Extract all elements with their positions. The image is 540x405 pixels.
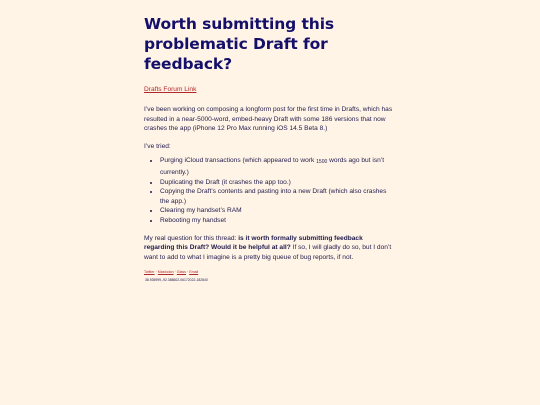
list-item: • Purging iCloud transactions (which appeared to work $_{1500}$ words ago but isn’t currently.) [160,156,394,177]
mastodon-link[interactable]: Mastodon [157,270,174,275]
post-title: Worth submitting this problematic Draft for feedback? [144,15,335,73]
glass-link[interactable]: Glass [176,270,186,275]
email-link[interactable]: Email [189,270,199,275]
list-item: • Copying the Draft’s contents and pasting into a new Draft (which also crashes the app.) [160,187,394,206]
list-item: • Rebooting my handset [160,216,394,226]
forum-link[interactable]: Drafts Forum Link [144,86,197,93]
tried-list [144,156,394,225]
intro-paragraph: I’ve been working on composing a longform post for the first time in Drafts, which has resulted in a near-5000-word, embed-heavy Draft with some 186 versions that now crashes the app (iPhone 12 Pro Max running iOS 14.5 Beta 8.) [144,106,393,133]
location-timestamp: 38.935999,-92.388602-06172022-182840 [145,278,208,283]
footer-links: Twitter · Mastodon · Glass · Email [144,270,199,275]
list-item: • Clearing my handset’s RAM [160,206,394,216]
twitter-link[interactable]: Twitter [144,270,155,275]
question-bold: is it worth formally submitting feedback regarding this Draft? Would it be helpful at all? [144,234,363,252]
post-content [144,14,394,283]
question-paragraph: My real question for this thread: is it worth formally submitting feedback regarding this Draft? Would it be helpful at all? If so, I will gladly do so, but I don’t want to add to what I imagine is a pretty big queue of bug reports, if not. [144,234,392,261]
tried-label: I’ve tried: [144,142,171,150]
subscript-number: 1500 [316,159,328,166]
list-item: • Duplicating the Draft (it crashes the app too.) [160,178,394,188]
